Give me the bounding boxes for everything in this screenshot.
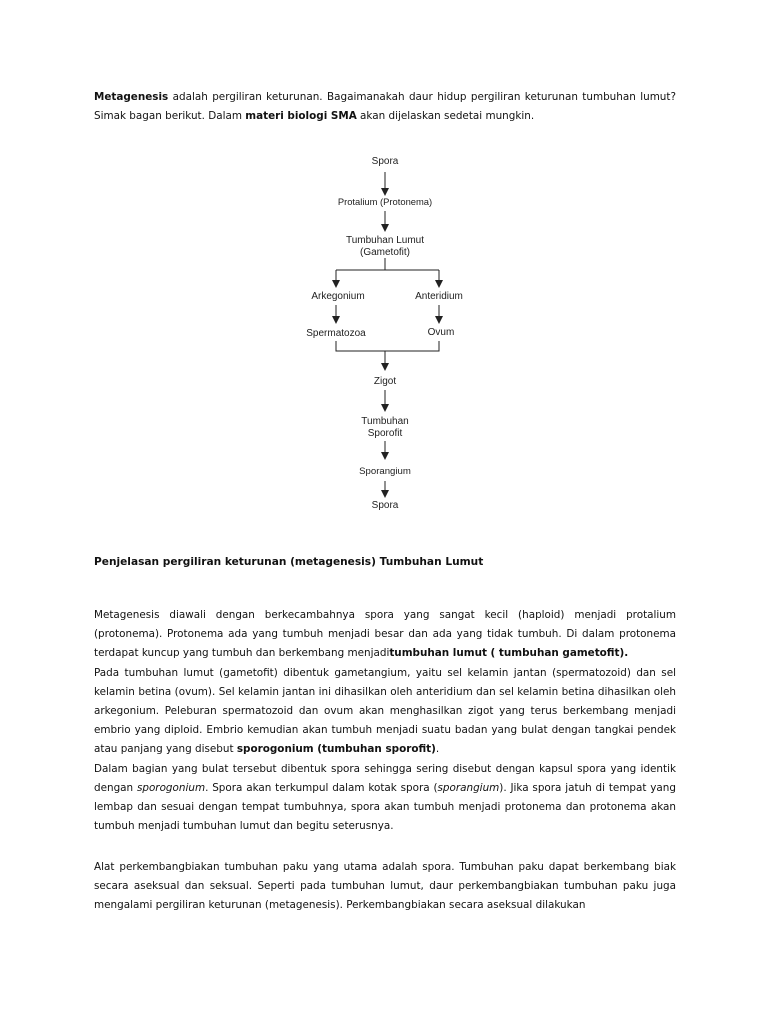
body-text-3c: ). Jika spora jatuh di tempat yang lembap dan sesuai dengan tempat tumbuhnya, spora akan tumbuh menjadi protonema dan protonema akan tumbuh menjadi tumbuhan lumut dan begitu seterusnya. <box>94 781 676 833</box>
arrow-1-head <box>381 188 389 196</box>
body-paragraph-lumut <box>94 606 676 836</box>
diagram-spermatozoa: Spermatozoa <box>306 328 366 339</box>
section-heading: Penjelasan pergiliran keturunan (metagenesis) Tumbuhan Lumut <box>94 556 484 568</box>
arrow-5-head <box>381 452 389 460</box>
intro-text-end: akan dijelaskan sedetai mungkin. <box>356 110 535 123</box>
body-text-2: Pada tumbuhan lumut (gametofit) dibentuk gametangium, yaitu sel kelamin jantan (spermatozoid) dan sel kelamin betina (ovum). Sel kelamin jantan ini dihasilkan oleh anteridium dan sel kelamin betina dihasilkan oleh arkegonium. Peleburan spermatozoid dan ovum akan menghasilkan zigot yang terus berkembang menjadi embrio yang diploid. Embrio kemudian akan tumbuh menjadi suatu badan yang bulat dengan tangkai pendek atau panjang yang disebut <box>94 666 676 756</box>
body-text-3b: . Spora akan terkumpul dalam kotak spora ( <box>205 781 438 794</box>
diagram-ovum: Ovum <box>427 327 455 338</box>
metagenesis-term: Metagenesis <box>94 91 169 103</box>
body-italic-sporogonium: sporogonium <box>136 781 206 794</box>
join-bracket <box>336 341 439 351</box>
diagram-tumbuhan-lumut: Tumbuhan Lumut <box>345 235 425 246</box>
body-text-1: Metagenesis diawali dengan berkecambahnya spora yang sangat kecil (haploid) menjadi protalium (protonema). Protonema ada yang tumbuh menjadi besar dan ada yang tidak tumbuh. Di dalam protonema terdapat kuncup yang tumbuh dan berkembang menjadi <box>94 609 676 660</box>
arrow-right-head <box>435 280 443 288</box>
body-text-3a: Dalam bagian yang bulat tersebut dibentuk spora sehingga sering disebut dengan kapsul spora yang identik dengan <box>94 762 676 794</box>
body-bold-gametofit: tumbuhan lumut ( tumbuhan gametofit). <box>389 647 629 660</box>
diagram-gametofit: (Gametofit) <box>359 247 411 258</box>
body-italic-sporangium: sporangium <box>437 781 500 794</box>
diagram-anteridium: Anteridium <box>415 291 463 302</box>
metagenesis-diagram <box>290 150 480 520</box>
arrow-right-2-head <box>435 316 443 324</box>
arrow-3-head <box>381 363 389 371</box>
arrow-2-head <box>381 224 389 232</box>
body-text-2-end: . <box>435 743 440 756</box>
intro-paragraph <box>94 88 676 126</box>
diagram-sporofit: Sporofit <box>367 428 403 439</box>
diagram-spora-top: Spora <box>371 156 399 167</box>
body-paragraph-paku: Alat perkembangbiakan tumbuhan paku yang utama adalah spora. Tumbuhan paku dapat berkembang biak secara aseksual dan seksual. Seperti pada tumbuhan lumut, daur perkembangbiakan tumbuhan paku juga mengalami pergiliran keturunan (metagenesis). Perkembangbiakan secara aseksual dilakukan <box>94 861 676 912</box>
arrow-6-head <box>381 490 389 498</box>
intro-text: adalah pergiliran keturunan. Bagaimanakah daur hidup pergiliran keturunan tumbuhan lumut? Simak bagan berikut. Dalam <box>94 91 676 123</box>
diagram-tumbuhan: Tumbuhan <box>361 416 409 427</box>
diagram-zigot: Zigot <box>373 376 397 387</box>
diagram-arkegonium: Arkegonium <box>311 291 365 302</box>
arrow-left-head <box>332 280 340 288</box>
diagram-protalium: Protalium (Protonema) <box>337 196 433 207</box>
arrow-left-2-head <box>332 316 340 324</box>
diagram-spora-bottom: Spora <box>371 500 399 511</box>
diagram-sporangium: Sporangium <box>359 466 411 477</box>
materi-biologi-link-text: materi biologi SMA <box>245 110 357 123</box>
body-bold-sporogonium: sporogonium (tumbuhan sporofit) <box>236 743 436 756</box>
arrow-4-head <box>381 404 389 412</box>
